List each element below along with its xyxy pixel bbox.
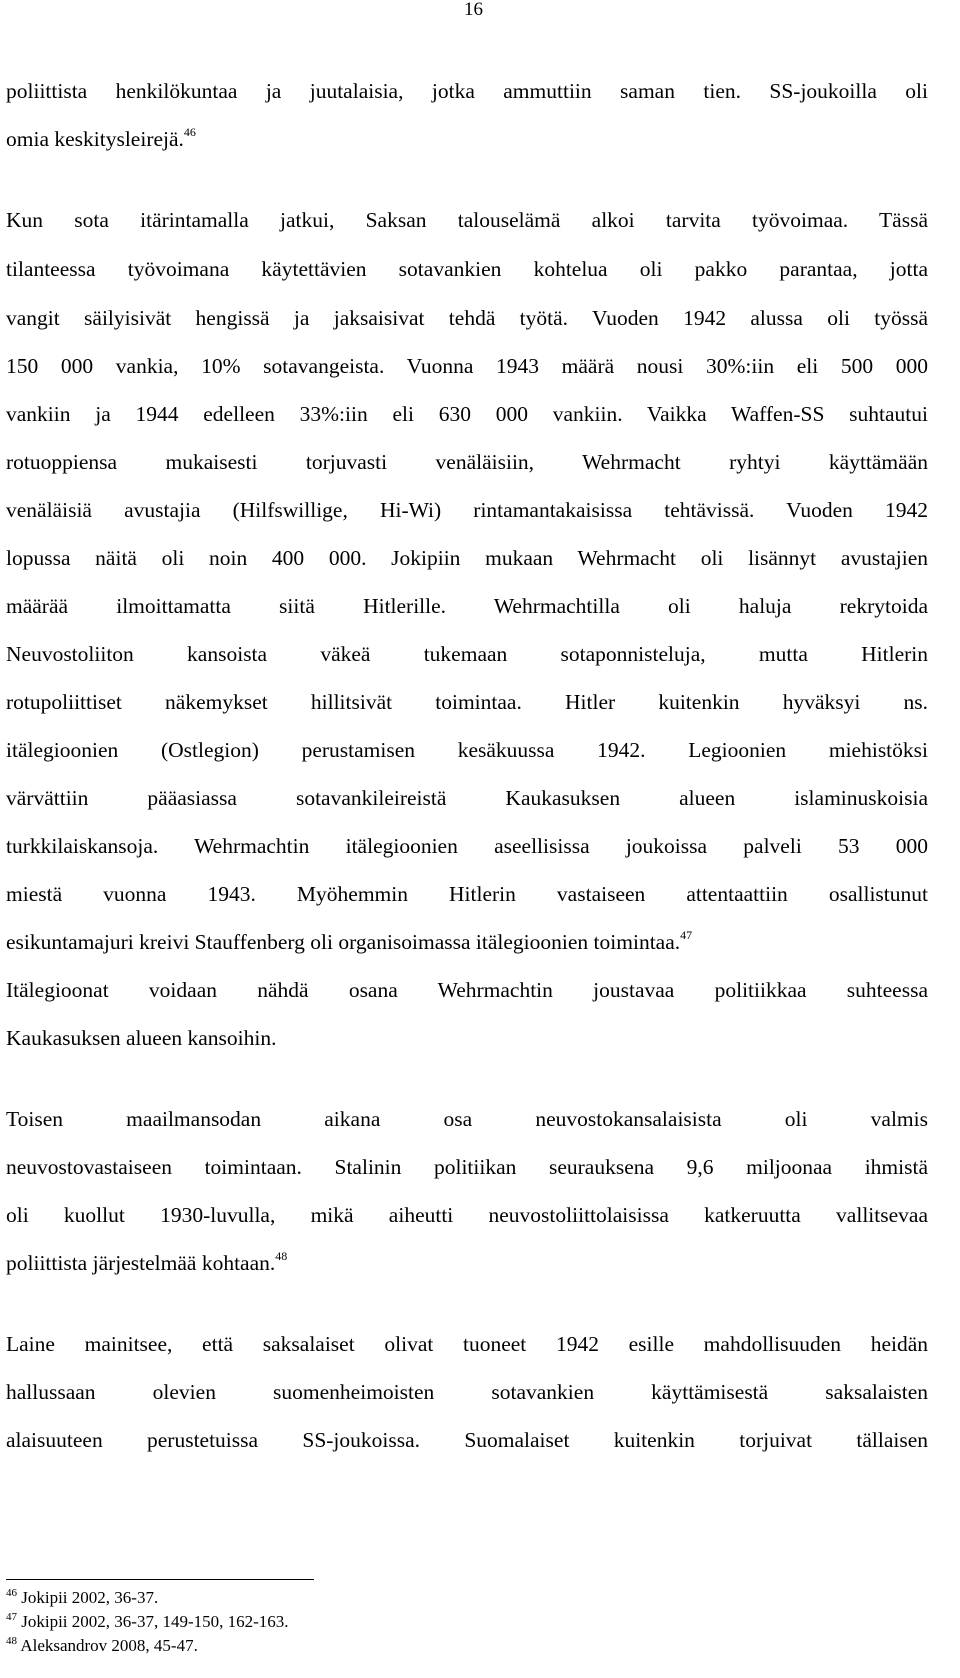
text-line [6, 304, 928, 332]
text-line-content: 150 000 vankia, 10% sotavangeista. Vuonna 1943 määrä nousi 30%:iin eli 500 000 [6, 354, 928, 378]
text-line [6, 784, 928, 812]
text-line-content: poliittista järjestelmää kohtaan. [6, 1251, 276, 1275]
footnote [6, 1588, 158, 1608]
footnote-number: 47 [6, 1611, 17, 1623]
text-line [6, 1426, 928, 1454]
text-line-content: rotuoppiensa mukaisesti torjuvasti venäläisiin, Wehrmacht ryhtyi käyttämään [6, 450, 928, 474]
text-line [6, 1249, 928, 1277]
text-line-content: turkkilaiskansoja. Wehrmachtin itälegioonien aseellisissa joukoissa palveli 53 000 [6, 834, 928, 858]
text-line-content: Itälegioonat voidaan nähdä osana Wehrmachtin joustavaa politiikkaa suhteessa [6, 978, 928, 1002]
text-line [6, 1378, 928, 1406]
text-line [6, 400, 928, 428]
text-line [6, 77, 928, 105]
text-line-content: Kaukasuksen alueen kansoihin. [6, 1026, 277, 1050]
text-line-content: itälegioonien (Ostlegion) perustamisen kesäkuussa 1942. Legioonien miehistöksi [6, 738, 928, 762]
footnote-reference[interactable]: 46 [183, 125, 196, 139]
text-line-content: venäläisiä avustajia (Hilfswillige, Hi-Wi) rintamantakaisissa tehtävissä. Vuoden 1942 [6, 498, 928, 522]
text-line [6, 976, 928, 1004]
text-line-content: vankiin ja 1944 edelleen 33%:iin eli 630 000 vankiin. Vaikka Waffen-SS suhtautui [6, 402, 928, 426]
text-line [6, 592, 928, 620]
text-line [6, 928, 928, 956]
text-line [6, 352, 928, 380]
text-line-content: alaisuuteen perustetuissa SS-joukoissa. Suomalaiset kuitenkin torjuivat tällaisen [6, 1428, 928, 1452]
text-line [6, 832, 928, 860]
footnote-reference[interactable]: 47 [680, 928, 693, 942]
text-line [6, 880, 928, 908]
text-line [6, 496, 928, 524]
text-line-content: oli kuollut 1930-luvulla, mikä aiheutti neuvostoliittolaisissa katkeruutta vallitsevaa [6, 1203, 928, 1227]
footnote [6, 1636, 198, 1656]
text-line-content: värvättiin pääasiassa sotavankileireistä Kaukasuksen alueen islaminuskoisia [6, 786, 928, 810]
text-line [6, 1330, 928, 1358]
text-line [6, 448, 928, 476]
footnote-reference[interactable]: 48 [275, 1249, 288, 1263]
text-line-content: rotupoliittiset näkemykset hillitsivät toimintaa. Hitler kuitenkin hyväksyi ns. [6, 690, 928, 714]
text-line-content: Laine mainitsee, että saksalaiset olivat tuoneet 1942 esille mahdollisuuden heidän [6, 1332, 928, 1356]
text-line [6, 1024, 928, 1052]
text-line-content: miestä vuonna 1943. Myöhemmin Hitlerin vastaiseen attentaattiin osallistunut [6, 882, 928, 906]
text-line-content: lopussa näitä oli noin 400 000. Jokipiin mukaan Wehrmacht oli lisännyt avustajien [6, 546, 928, 570]
text-line-content: tilanteessa työvoimana käytettävien sotavankien kohtelua oli pakko parantaa, jotta [6, 257, 928, 281]
footnote-number: 48 [6, 1635, 17, 1647]
text-line-content: Toisen maailmansodan aikana osa neuvostokansalaisista oli valmis [6, 1107, 928, 1131]
text-line [6, 736, 928, 764]
text-line-content: poliittista henkilökuntaa ja juutalaisia, jotka ammuttiin saman tien. SS-joukoilla oli [6, 79, 928, 103]
text-line [6, 640, 928, 668]
text-line [6, 544, 928, 572]
text-line-content: neuvostovastaiseen toimintaan. Stalinin politiikan seurauksena 9,6 miljoonaa ihmistä [6, 1155, 928, 1179]
footnote [6, 1612, 289, 1632]
text-line-content: omia keskitysleirejä. [6, 127, 184, 151]
footnote-separator [6, 1579, 314, 1580]
footnote-text: Jokipii 2002, 36-37, 149-150, 162-163. [21, 1612, 289, 1631]
text-line [6, 255, 928, 283]
text-line-content: Neuvostoliiton kansoista väkeä tukemaan sotaponnisteluja, mutta Hitlerin [6, 642, 928, 666]
text-line [6, 125, 928, 153]
text-line-content: Kun sota itärintamalla jatkui, Saksan talouselämä alkoi tarvita työvoimaa. Tässä [6, 208, 928, 232]
text-line-content: määrää ilmoittamatta siitä Hitlerille. Wehrmachtilla oli haluja rekrytoida [6, 594, 928, 618]
footnote-text: Jokipii 2002, 36-37. [21, 1588, 159, 1607]
text-line-content: esikuntamajuri kreivi Stauffenberg oli organisoimassa itälegioonien toimintaa. [6, 930, 681, 954]
text-line [6, 1201, 928, 1229]
text-line [6, 688, 928, 716]
footnote-text: Aleksandrov 2008, 45-47. [20, 1636, 198, 1655]
page-number: 16 [464, 0, 483, 20]
text-line-content: vangit säilyisivät hengissä ja jaksaisivat tehdä työtä. Vuoden 1942 alussa oli työssä [6, 306, 928, 330]
text-line [6, 206, 928, 234]
footnote-number: 46 [6, 1587, 17, 1599]
text-line-content: hallussaan olevien suomenheimoisten sotavankien käyttämisestä saksalaisten [6, 1380, 928, 1404]
text-line [6, 1153, 928, 1181]
text-line [6, 1105, 928, 1133]
